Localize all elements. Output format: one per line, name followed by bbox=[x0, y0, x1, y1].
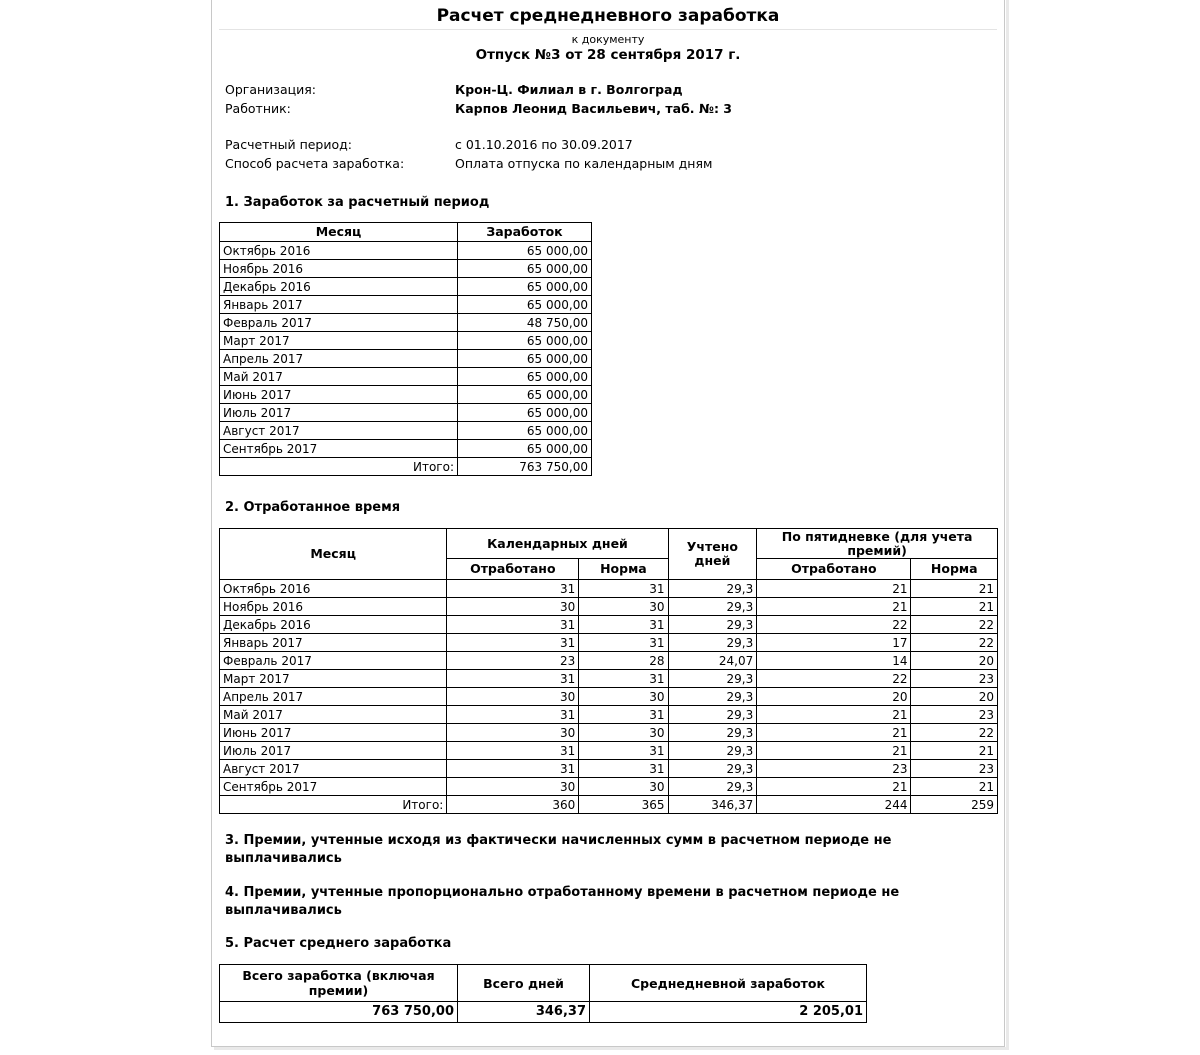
cell-month: Июнь 2017 bbox=[220, 724, 447, 742]
col-header-fiveday-worked: Отработано bbox=[757, 559, 911, 580]
cell-month: Июль 2017 bbox=[220, 742, 447, 760]
cell-month: Октябрь 2016 bbox=[220, 242, 458, 260]
cell-month: Январь 2017 bbox=[220, 634, 447, 652]
cell-earnings: 65 000,00 bbox=[458, 332, 592, 350]
cell-month: Апрель 2017 bbox=[220, 688, 447, 706]
cell-fiveday-norm: 21 bbox=[911, 742, 998, 760]
cell-accounted-days: 29,3 bbox=[668, 598, 757, 616]
cell-calendar-norm: 30 bbox=[579, 598, 668, 616]
total-cell-calendar-worked: 360 bbox=[447, 796, 579, 814]
method-label: Способ расчета заработка: bbox=[225, 156, 405, 171]
table-row bbox=[220, 350, 592, 368]
method-value: Оплата отпуска по календарным дням bbox=[455, 156, 713, 171]
cell-month: Апрель 2017 bbox=[220, 350, 458, 368]
section-5-heading: 5. Расчет среднего заработка bbox=[225, 936, 452, 951]
table-row bbox=[220, 688, 998, 706]
employee-label: Работник: bbox=[225, 101, 291, 116]
value-total-days: 346,37 bbox=[458, 1002, 590, 1023]
cell-calendar-worked: 31 bbox=[447, 616, 579, 634]
table-row bbox=[220, 670, 998, 688]
cell-month: Декабрь 2016 bbox=[220, 616, 447, 634]
cell-fiveday-worked: 20 bbox=[757, 688, 911, 706]
page-title: Расчет среднедневного заработка bbox=[436, 6, 780, 26]
col-header-month: Месяц bbox=[220, 529, 447, 580]
cell-month: Май 2017 bbox=[220, 706, 447, 724]
col-header-calendar-days: Календарных дней bbox=[447, 529, 668, 559]
total-cell-calendar-norm: 365 bbox=[579, 796, 668, 814]
cell-earnings: 65 000,00 bbox=[458, 260, 592, 278]
col-header-accounted-days: Учтено дней bbox=[668, 529, 757, 580]
table-row bbox=[220, 332, 592, 350]
cell-calendar-norm: 30 bbox=[579, 778, 668, 796]
cell-accounted-days: 29,3 bbox=[668, 580, 757, 598]
cell-calendar-worked: 30 bbox=[447, 724, 579, 742]
cell-calendar-norm: 31 bbox=[579, 616, 668, 634]
table-row bbox=[220, 422, 592, 440]
cell-fiveday-worked: 22 bbox=[757, 670, 911, 688]
table-row bbox=[220, 404, 592, 422]
table-row bbox=[220, 724, 998, 742]
table-header-row bbox=[220, 965, 867, 1002]
cell-month: Сентябрь 2017 bbox=[220, 440, 458, 458]
cell-earnings: 65 000,00 bbox=[458, 386, 592, 404]
cell-month: Декабрь 2016 bbox=[220, 278, 458, 296]
table-row bbox=[220, 386, 592, 404]
page-shadow-right bbox=[1006, 0, 1009, 1050]
cell-calendar-norm: 31 bbox=[579, 742, 668, 760]
organization-label: Организация: bbox=[225, 82, 316, 97]
document-reference-value: Отпуск №3 от 28 сентября 2017 г. bbox=[475, 47, 741, 63]
cell-fiveday-norm: 22 bbox=[911, 616, 998, 634]
cell-accounted-days: 29,3 bbox=[668, 706, 757, 724]
cell-month: Март 2017 bbox=[220, 670, 447, 688]
total-cell-fiveday-worked: 244 bbox=[757, 796, 911, 814]
table-total-row bbox=[220, 796, 998, 814]
col-header-fiveday-norm: Норма bbox=[911, 559, 998, 580]
table-row bbox=[220, 1002, 867, 1023]
cell-calendar-worked: 31 bbox=[447, 670, 579, 688]
total-label: Итого: bbox=[220, 458, 458, 476]
meta-row-organization bbox=[225, 82, 998, 101]
cell-month: Июнь 2017 bbox=[220, 386, 458, 404]
total-cell-accounted-days: 346,37 bbox=[668, 796, 757, 814]
worked-time-table-body bbox=[220, 580, 998, 814]
cell-fiveday-norm: 23 bbox=[911, 760, 998, 778]
cell-month: Ноябрь 2016 bbox=[220, 260, 458, 278]
cell-month: Сентябрь 2017 bbox=[220, 778, 447, 796]
cell-month: Февраль 2017 bbox=[220, 314, 458, 332]
cell-fiveday-worked: 21 bbox=[757, 706, 911, 724]
cell-accounted-days: 29,3 bbox=[668, 616, 757, 634]
cell-month: Август 2017 bbox=[220, 422, 458, 440]
cell-fiveday-norm: 21 bbox=[911, 598, 998, 616]
cell-calendar-worked: 30 bbox=[447, 778, 579, 796]
col-header-average-daily-earnings: Среднедневной заработок bbox=[590, 965, 867, 1002]
cell-fiveday-worked: 21 bbox=[757, 598, 911, 616]
table-row bbox=[220, 616, 998, 634]
earnings-table bbox=[219, 222, 592, 476]
cell-earnings: 65 000,00 bbox=[458, 242, 592, 260]
table-total-row bbox=[220, 458, 592, 476]
cell-month: Февраль 2017 bbox=[220, 652, 447, 670]
page-shadow-bottom bbox=[214, 1047, 1009, 1050]
col-header-total-earnings: Всего заработка (включая премии) bbox=[220, 965, 458, 1002]
spacer bbox=[218, 476, 998, 500]
value-average-daily-earnings: 2 205,01 bbox=[590, 1002, 867, 1023]
worked-time-table bbox=[219, 528, 998, 814]
table-row bbox=[220, 260, 592, 278]
table-row bbox=[220, 634, 998, 652]
total-cell-fiveday-norm: 259 bbox=[911, 796, 998, 814]
cell-calendar-norm: 31 bbox=[579, 670, 668, 688]
cell-month: Июль 2017 bbox=[220, 404, 458, 422]
cell-calendar-norm: 28 bbox=[579, 652, 668, 670]
meta-row-employee bbox=[225, 101, 998, 120]
cell-month: Май 2017 bbox=[220, 368, 458, 386]
table-header-row-top bbox=[220, 529, 998, 559]
period-value: с 01.10.2016 по 30.09.2017 bbox=[455, 137, 633, 152]
cell-calendar-worked: 31 bbox=[447, 742, 579, 760]
table-row bbox=[220, 314, 592, 332]
meta-block bbox=[218, 82, 998, 175]
table-row bbox=[220, 580, 998, 598]
cell-earnings: 65 000,00 bbox=[458, 404, 592, 422]
cell-accounted-days: 29,3 bbox=[668, 760, 757, 778]
average-earnings-summary-table bbox=[219, 964, 867, 1023]
cell-calendar-norm: 31 bbox=[579, 760, 668, 778]
cell-fiveday-worked: 21 bbox=[757, 778, 911, 796]
meta-row-period bbox=[225, 137, 998, 156]
cell-month: Январь 2017 bbox=[220, 296, 458, 314]
cell-calendar-worked: 31 bbox=[447, 634, 579, 652]
cell-accounted-days: 29,3 bbox=[668, 688, 757, 706]
cell-fiveday-worked: 23 bbox=[757, 760, 911, 778]
cell-fiveday-norm: 22 bbox=[911, 634, 998, 652]
meta-row-method bbox=[225, 156, 998, 175]
table-row bbox=[220, 706, 998, 724]
table-row bbox=[220, 242, 592, 260]
section-3-text: 3. Премии, учтенные исходя из фактически начисленных сумм в расчетном периоде не выплачивались bbox=[225, 833, 892, 866]
col-header-total-days: Всего дней bbox=[458, 965, 590, 1002]
document-page bbox=[211, 0, 1005, 1047]
cell-accounted-days: 29,3 bbox=[668, 670, 757, 688]
cell-calendar-norm: 31 bbox=[579, 706, 668, 724]
cell-calendar-worked: 31 bbox=[447, 706, 579, 724]
cell-month: Октябрь 2016 bbox=[220, 580, 447, 598]
table-row bbox=[220, 368, 592, 386]
spacer bbox=[218, 920, 998, 936]
spacer bbox=[218, 814, 998, 832]
earnings-table-body bbox=[220, 242, 592, 476]
cell-earnings: 65 000,00 bbox=[458, 278, 592, 296]
cell-earnings: 65 000,00 bbox=[458, 422, 592, 440]
spacer bbox=[218, 175, 998, 195]
section-2-heading: 2. Отработанное время bbox=[225, 500, 401, 515]
organization-value: Крон-Ц. Филиал в г. Волгоград bbox=[455, 82, 683, 97]
col-header-five-day-week: По пятидневке (для учета премий) bbox=[757, 529, 998, 559]
document-body bbox=[218, 0, 998, 1023]
table-row bbox=[220, 440, 592, 458]
cell-fiveday-norm: 23 bbox=[911, 706, 998, 724]
section-1-heading: 1. Заработок за расчетный период bbox=[225, 195, 490, 210]
cell-fiveday-worked: 17 bbox=[757, 634, 911, 652]
cell-fiveday-norm: 23 bbox=[911, 670, 998, 688]
cell-fiveday-norm: 20 bbox=[911, 652, 998, 670]
employee-value: Карпов Леонид Васильевич, таб. №: 3 bbox=[455, 101, 732, 116]
total-earnings-value: 763 750,00 bbox=[458, 458, 592, 476]
total-label: Итого: bbox=[220, 796, 447, 814]
col-header-calendar-worked: Отработано bbox=[447, 559, 579, 580]
cell-earnings: 65 000,00 bbox=[458, 440, 592, 458]
table-row bbox=[220, 760, 998, 778]
section-4-text: 4. Премии, учтенные пропорционально отработанному времени в расчетном периоде не выплачивались bbox=[225, 885, 900, 918]
cell-earnings: 65 000,00 bbox=[458, 368, 592, 386]
table-row bbox=[220, 742, 998, 760]
table-row bbox=[220, 778, 998, 796]
cell-earnings: 65 000,00 bbox=[458, 296, 592, 314]
cell-accounted-days: 29,3 bbox=[668, 634, 757, 652]
cell-calendar-worked: 30 bbox=[447, 688, 579, 706]
spacer bbox=[218, 868, 998, 884]
cell-fiveday-norm: 21 bbox=[911, 580, 998, 598]
cell-calendar-worked: 23 bbox=[447, 652, 579, 670]
cell-month: Март 2017 bbox=[220, 332, 458, 350]
cell-fiveday-worked: 14 bbox=[757, 652, 911, 670]
cell-fiveday-norm: 21 bbox=[911, 778, 998, 796]
table-row bbox=[220, 598, 998, 616]
cell-month: Август 2017 bbox=[220, 760, 447, 778]
cell-calendar-norm: 31 bbox=[579, 580, 668, 598]
cell-accounted-days: 29,3 bbox=[668, 742, 757, 760]
table-row bbox=[220, 296, 592, 314]
col-header-calendar-norm: Норма bbox=[579, 559, 668, 580]
table-row bbox=[220, 278, 592, 296]
cell-fiveday-worked: 21 bbox=[757, 580, 911, 598]
cell-fiveday-worked: 21 bbox=[757, 742, 911, 760]
cell-calendar-norm: 30 bbox=[579, 724, 668, 742]
document-reference-label: к документу bbox=[571, 33, 645, 46]
col-header-earnings: Заработок bbox=[458, 223, 592, 242]
cell-calendar-norm: 30 bbox=[579, 688, 668, 706]
cell-accounted-days: 29,3 bbox=[668, 778, 757, 796]
cell-earnings: 65 000,00 bbox=[458, 350, 592, 368]
cell-earnings: 48 750,00 bbox=[458, 314, 592, 332]
col-header-month: Месяц bbox=[220, 223, 458, 242]
cell-calendar-worked: 30 bbox=[447, 598, 579, 616]
cell-fiveday-worked: 21 bbox=[757, 724, 911, 742]
cell-calendar-worked: 31 bbox=[447, 580, 579, 598]
meta-spacer bbox=[225, 120, 998, 137]
cell-month: Ноябрь 2016 bbox=[220, 598, 447, 616]
table-row bbox=[220, 652, 998, 670]
cell-accounted-days: 29,3 bbox=[668, 724, 757, 742]
value-total-earnings: 763 750,00 bbox=[220, 1002, 458, 1023]
table-header-row bbox=[220, 223, 592, 242]
period-label: Расчетный период: bbox=[225, 137, 352, 152]
cell-calendar-norm: 31 bbox=[579, 634, 668, 652]
cell-fiveday-norm: 22 bbox=[911, 724, 998, 742]
cell-calendar-worked: 31 bbox=[447, 760, 579, 778]
cell-fiveday-norm: 20 bbox=[911, 688, 998, 706]
cell-accounted-days: 24,07 bbox=[668, 652, 757, 670]
cell-fiveday-worked: 22 bbox=[757, 616, 911, 634]
